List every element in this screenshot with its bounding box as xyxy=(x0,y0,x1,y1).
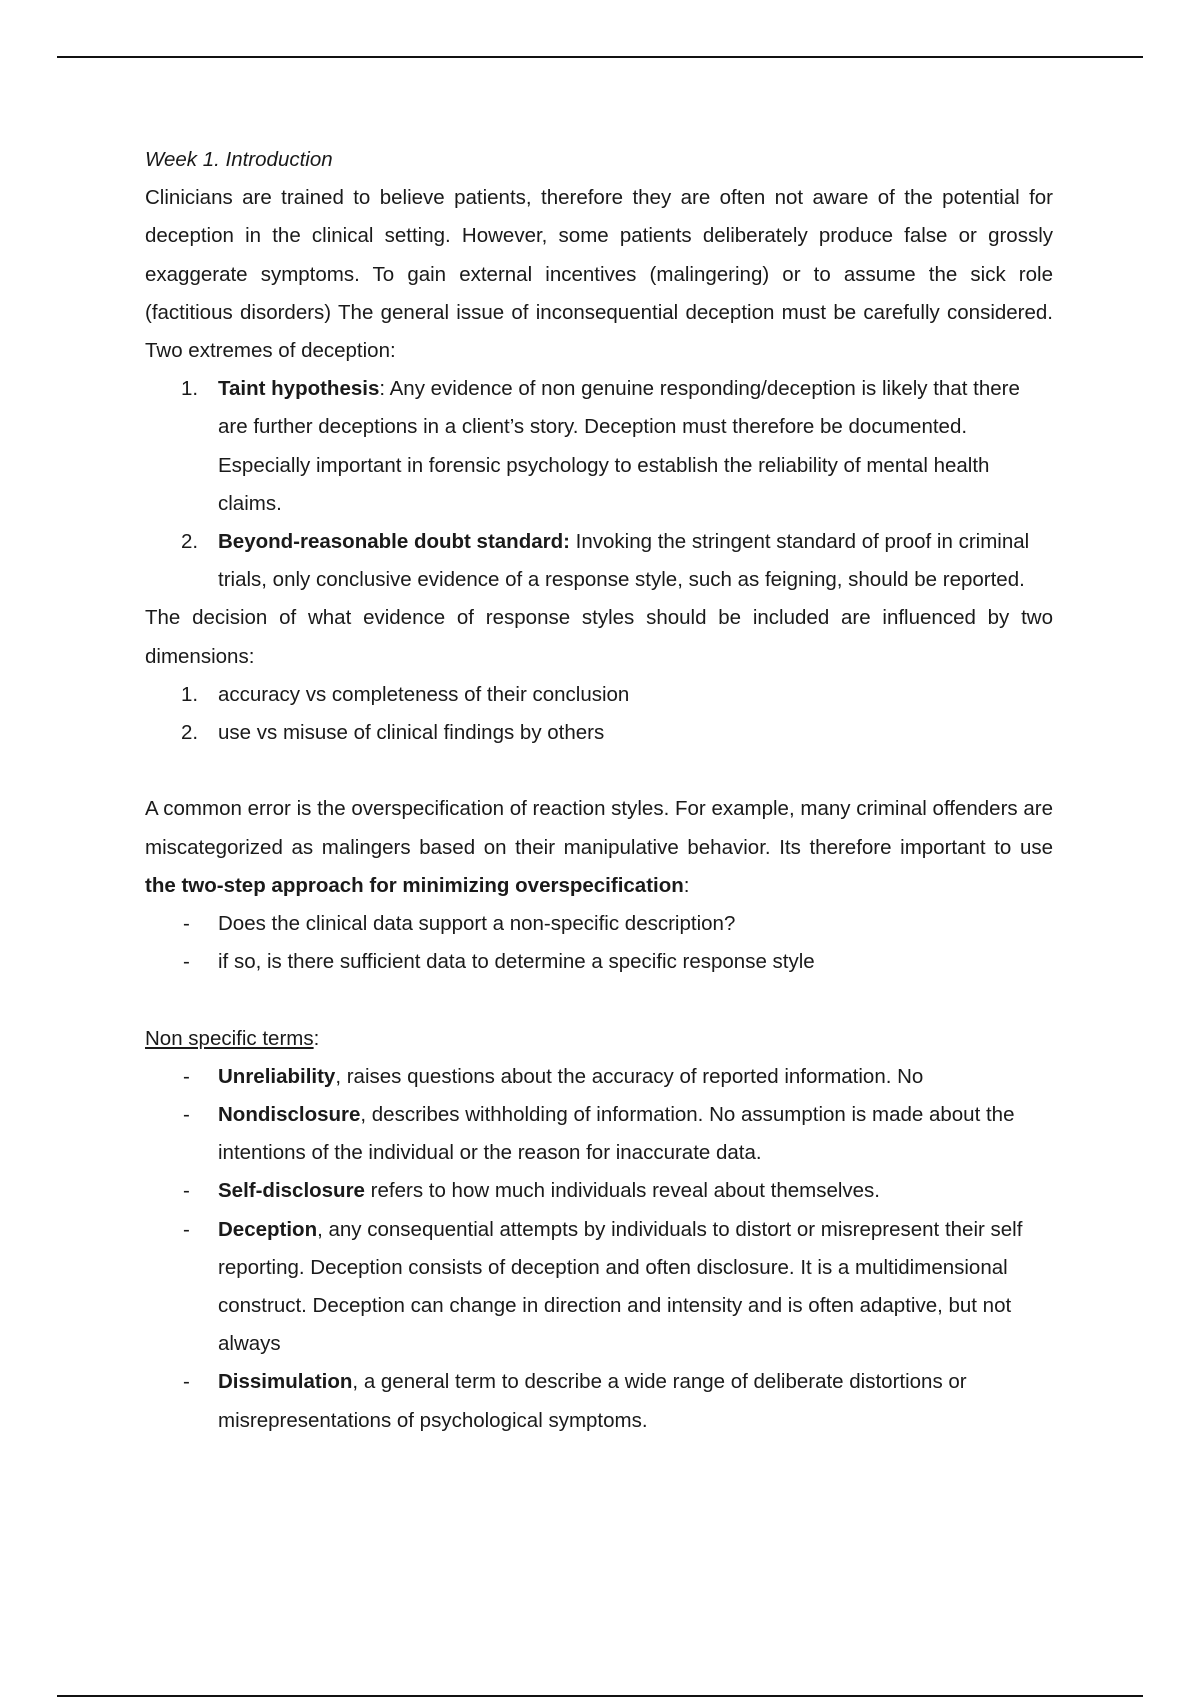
dash-bullet: - xyxy=(183,1217,190,1241)
nonspecific-colon: : xyxy=(313,1026,320,1050)
dash-bullet: - xyxy=(183,1179,190,1203)
error-paragraph-end: : xyxy=(683,873,690,897)
list-item xyxy=(145,1096,1053,1172)
terms-list xyxy=(145,1058,1053,1440)
list-item xyxy=(145,1211,1053,1364)
term-description: , any consequential attempts by individuals to distort or misrepresent their self reporting. Deception consists of deception and often disclosure. It is a multidimensional construct. Deception can change in direction and intensity and is often adaptive, but not always xyxy=(218,1217,1023,1356)
dash-bullet: - xyxy=(183,1064,190,1088)
term-description: , raises questions about the accuracy of reported information. No xyxy=(335,1064,924,1088)
term-bold: Taint hypothesis xyxy=(218,377,380,401)
steps-list xyxy=(145,905,1053,981)
list-item xyxy=(145,905,1053,943)
list-item xyxy=(145,676,1053,714)
list-item xyxy=(145,1172,1053,1210)
term-bold: Self-disclosure xyxy=(218,1179,365,1203)
document-body xyxy=(145,141,1053,1440)
list-text: accuracy vs completeness of their conclusion xyxy=(218,682,630,706)
two-step-approach-bold: the two-step approach for minimizing overspecification xyxy=(145,873,684,897)
footer-rule xyxy=(57,1695,1143,1697)
list-number: 1. xyxy=(181,377,199,401)
dimensions-paragraph: The decision of what evidence of response styles should be included are influenced by two dimensions: xyxy=(145,606,1053,668)
list-number: 2. xyxy=(181,530,199,554)
term-description: , a general term to describe a wide range of deliberate distortions or misrepresentations of psychological symptoms. xyxy=(218,1370,967,1432)
error-paragraph-start: A common error is the overspecification of reaction styles. For example, many criminal offenders are miscategorized as malingers based on their manipulative behavior. Its therefore important to use xyxy=(145,797,1053,859)
term-bold: Unreliability xyxy=(218,1064,336,1088)
list-number: 1. xyxy=(181,682,199,706)
list-item xyxy=(145,943,1053,981)
nonspecific-title: Non specific terms xyxy=(145,1026,314,1050)
spacer xyxy=(145,981,1053,1019)
intro-paragraph: Clinicians are trained to believe patients, therefore they are often not aware of the potential for deception in the clinical setting. However, some patients deliberately produce false or grossly exaggerate symptoms. To gain external incentives (malingering) or to assume the sick role (factitious disorders) The general issue of inconsequential deception must be carefully considered. Two extremes of deception: xyxy=(145,186,1053,363)
dash-bullet: - xyxy=(183,1103,190,1127)
term-bold: Deception xyxy=(218,1217,318,1241)
list-number: 2. xyxy=(181,721,199,745)
error-paragraph xyxy=(145,790,1053,905)
dash-bullet: - xyxy=(183,912,190,936)
extremes-list xyxy=(145,370,1053,599)
list-item xyxy=(145,714,1053,752)
spacer xyxy=(145,752,1053,790)
dash-bullet: - xyxy=(183,1370,190,1394)
term-bold: Dissimulation xyxy=(218,1370,353,1394)
section-heading: Week 1. Introduction xyxy=(145,148,333,171)
list-item xyxy=(145,1363,1053,1439)
term-bold: Nondisclosure xyxy=(218,1103,361,1127)
nonspecific-heading xyxy=(145,1020,1053,1058)
list-item xyxy=(145,523,1053,599)
term-description: , describes withholding of information. No assumption is made about the intentions of the individual or the reason for inaccurate data. xyxy=(218,1103,1015,1165)
list-text: if so, is there sufficient data to determine a specific response style xyxy=(218,950,815,974)
list-text: use vs misuse of clinical findings by others xyxy=(218,721,605,745)
dimensions-list xyxy=(145,676,1053,752)
term-bold: Beyond-reasonable doubt standard: xyxy=(218,530,570,554)
term-description: Invoking the stringent standard of proof in criminal trials, only conclusive evidence of a response style, such as feigning, should be reported. xyxy=(218,530,1030,592)
list-text: Does the clinical data support a non-specific description? xyxy=(218,912,736,936)
term-description: : Any evidence of non genuine responding/deception is likely that there are further deceptions in a client’s story. Deception must therefore be documented. Especially important in forensic psychology to establish the reliability of mental health claims. xyxy=(218,377,1020,515)
term-description: refers to how much individuals reveal about themselves. xyxy=(364,1179,881,1203)
list-item xyxy=(145,370,1053,523)
dash-bullet: - xyxy=(183,950,190,974)
header-rule xyxy=(57,56,1143,58)
list-item xyxy=(145,1058,1053,1096)
